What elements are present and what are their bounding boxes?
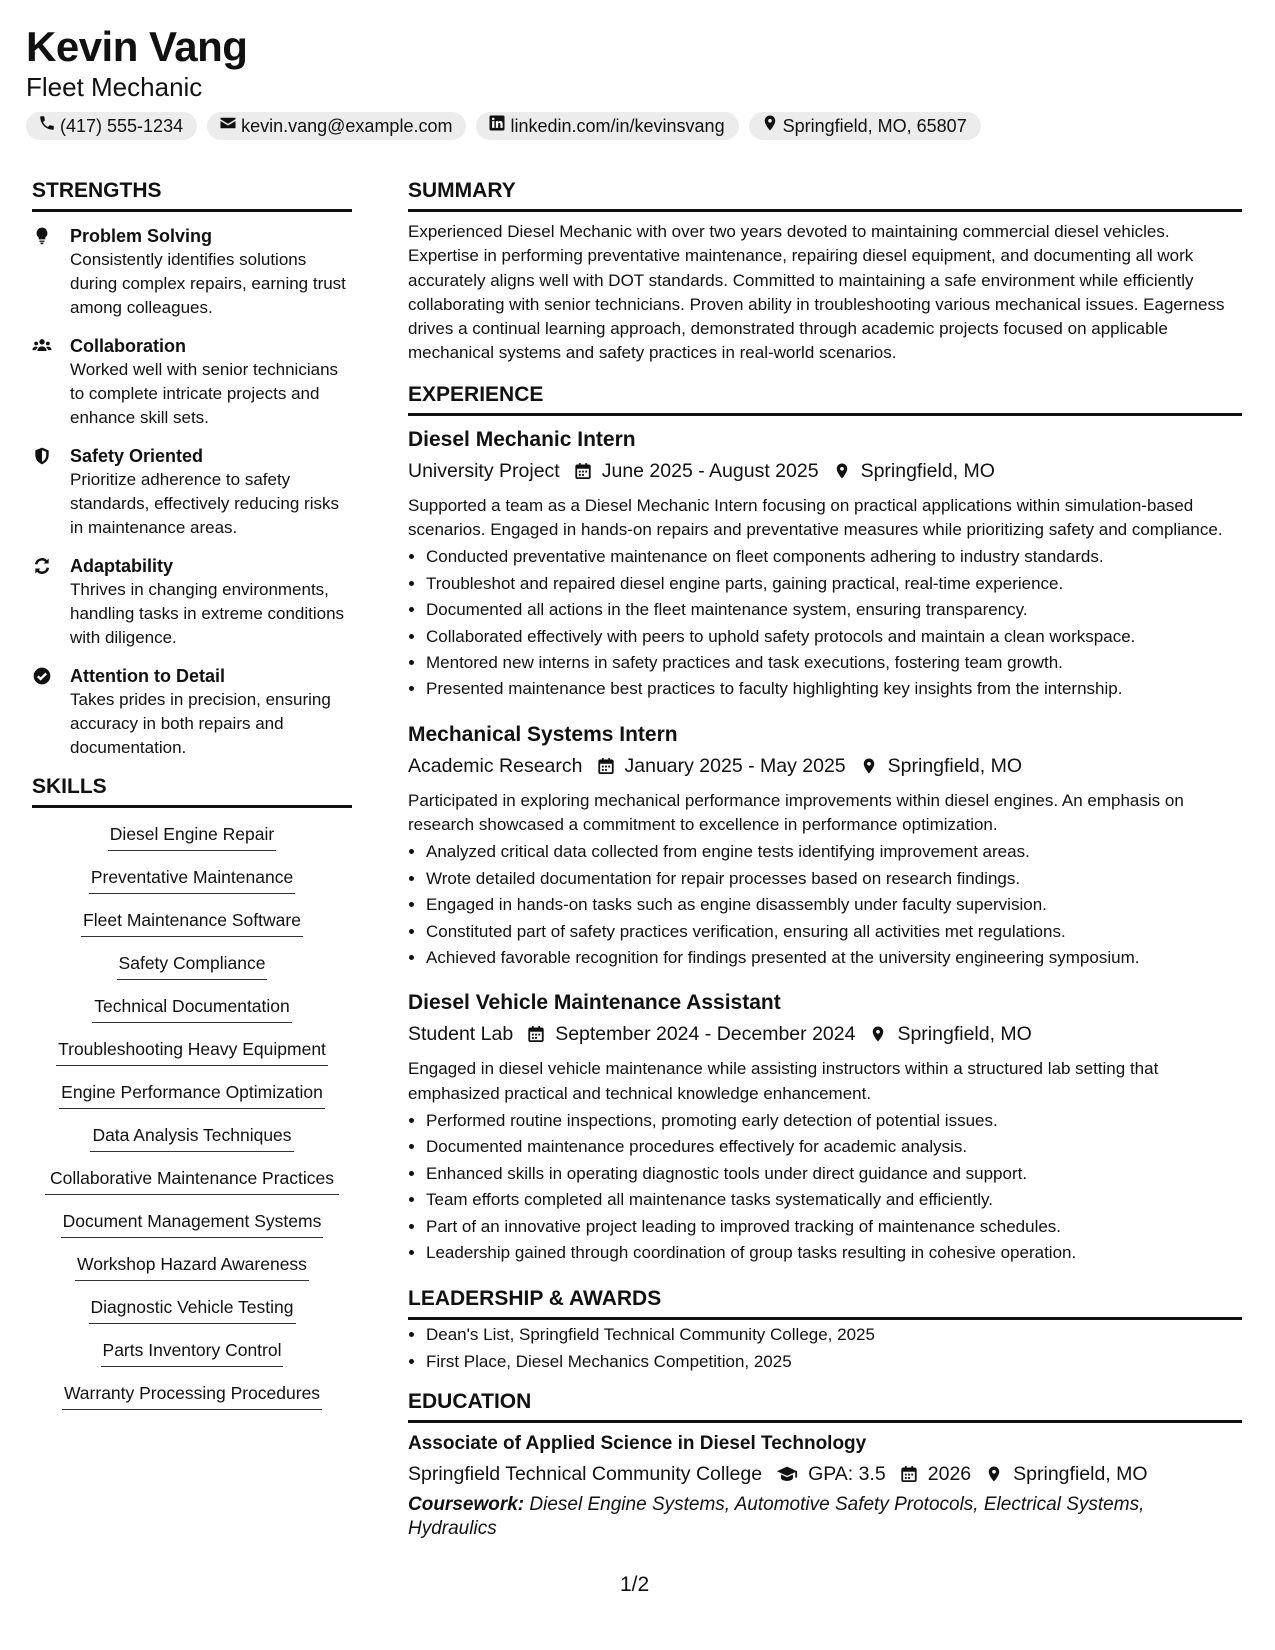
calendar-icon	[527, 1025, 545, 1043]
bullet-item: • Engaged in hands-on tasks such as engine disassembly under faculty supervision.	[426, 892, 1242, 918]
job-bullets	[408, 839, 1242, 971]
candidate-title: Fleet Mechanic	[26, 72, 203, 102]
skills-list	[32, 822, 352, 1424]
job-meta	[408, 1019, 1242, 1049]
skill-item: Warranty Processing Procedures	[62, 1381, 322, 1410]
calendar-icon	[900, 1465, 918, 1483]
location-chip	[749, 112, 981, 140]
phone-icon	[38, 112, 56, 140]
skill-item: Preventative Maintenance	[89, 865, 295, 894]
strength-title: Safety Oriented	[70, 446, 204, 466]
bullet-item: • Analyzed critical data collected from engine tests identifying improvement areas.	[426, 839, 1242, 865]
skill-item: Troubleshooting Heavy Equipment	[56, 1037, 328, 1066]
job-description: Engaged in diesel vehicle maintenance while assisting instructors within a structured lab setting that emphasized practical and technical knowledge enhancement.	[408, 1059, 1159, 1103]
graduation-year: 2026	[927, 1463, 972, 1486]
map-pin-icon	[833, 462, 851, 480]
bullet-item: • Conducted preventative maintenance on fleet components adhering to industry standards.	[426, 544, 1242, 570]
strength-desc: Thrives in changing environments, handling tasks in extreme conditions with diligence.	[70, 580, 345, 647]
email-text: kevin.vang@example.com	[241, 116, 453, 136]
linkedin-icon	[488, 112, 506, 140]
job-entry	[408, 721, 1242, 972]
summary-text: Experienced Diesel Mechanic with over two years devoted to maintaining commercial diesel vehicles. Expertise in performing preventative maintenance, repairing diesel equipment, and documenting all work accurately aligns well with DOT standards. Committed to maintaining a safe environment while efficiently collaborating with senior technicians. Proven ability in troubleshooting various mechanical issues. Eagerness drives a continual learning approach, demonstrated through academic projects focused on applicable mechanical systems and safety practices in real-world scenarios.	[408, 222, 1225, 363]
strength-item	[32, 554, 352, 650]
bullet-item: • Wrote detailed documentation for repair processes based on research findings.	[426, 866, 1242, 892]
job-meta	[408, 456, 1242, 486]
bullet-item: • Team efforts completed all maintenance tasks systematically and efficiently.	[426, 1187, 1242, 1213]
strength-item	[32, 334, 352, 430]
skill-item: Collaborative Maintenance Practices	[45, 1166, 339, 1195]
job-meta	[408, 751, 1242, 781]
job-location: Springfield, MO	[897, 1023, 1032, 1046]
strength-desc: Worked well with senior technicians to complete intricate projects and enhance skill sets.	[70, 360, 339, 427]
calendar-icon	[574, 462, 592, 480]
job-title: Diesel Vehicle Maintenance Assistant	[408, 991, 781, 1015]
job-org: Academic Research	[408, 754, 583, 777]
calendar-icon	[597, 757, 615, 775]
leadership-heading: LEADERSHIP & AWARDS	[408, 1286, 1242, 1320]
strength-title: Problem Solving	[70, 226, 213, 246]
job-location: Springfield, MO	[887, 754, 1023, 777]
job-bullets	[408, 1108, 1242, 1266]
strength-title: Adaptability	[70, 556, 174, 576]
job-title: Mechanical Systems Intern	[408, 722, 678, 746]
job-dates: September 2024 - December 2024	[555, 1023, 856, 1046]
bullet-item: • Documented maintenance procedures effectively for academic analysis.	[426, 1134, 1242, 1160]
job-dates: June 2025 - August 2025	[601, 459, 819, 482]
check-circle-icon	[32, 664, 56, 760]
coursework-label: Coursework:	[408, 1494, 525, 1516]
school-name: Springfield Technical Community College	[408, 1463, 763, 1486]
email-chip[interactable]	[207, 112, 466, 140]
award-item: • Dean's List, Springfield Technical Community College, 2025	[426, 1322, 1242, 1348]
strengths-list	[32, 224, 352, 760]
page-number: 1/2	[620, 1573, 650, 1596]
job-title: Diesel Mechanic Intern	[408, 427, 636, 451]
skills-heading: SKILLS	[32, 774, 352, 808]
resume-header	[26, 22, 981, 140]
job-description: Participated in exploring mechanical performance improvements within diesel engines. An emphasis on research showcased a commitment to excellence in performance optimization.	[408, 790, 1184, 835]
leadership-list	[408, 1322, 1242, 1375]
skill-item: Diesel Engine Repair	[108, 822, 276, 851]
left-column	[32, 178, 352, 1424]
graduation-cap-icon	[776, 1463, 798, 1485]
job-dates: January 2025 - May 2025	[624, 754, 846, 777]
job-bullets	[408, 544, 1242, 702]
map-pin-icon	[985, 1465, 1003, 1483]
linkedin-chip[interactable]	[476, 112, 738, 140]
bullet-item: • Performed routine inspections, promoting early detection of potential issues.	[426, 1108, 1242, 1134]
skill-item: Engine Performance Optimization	[59, 1080, 325, 1109]
skill-item: Document Management Systems	[61, 1209, 324, 1238]
bullet-item: • Part of an innovative project leading to improved tracking of maintenance schedules.	[426, 1214, 1242, 1240]
shield-icon	[32, 444, 56, 540]
linkedin-text: linkedin.com/in/kevinsvang	[510, 116, 725, 136]
sync-icon	[32, 554, 56, 650]
skill-item: Workshop Hazard Awareness	[75, 1252, 309, 1281]
strength-item	[32, 444, 352, 540]
education-meta	[408, 1459, 1242, 1489]
skill-item: Fleet Maintenance Software	[81, 908, 303, 937]
gpa-text: GPA: 3.5	[808, 1463, 886, 1486]
strength-title: Collaboration	[70, 336, 186, 356]
strength-item	[32, 664, 352, 760]
coursework	[408, 1493, 1208, 1541]
phone-chip[interactable]	[26, 112, 197, 140]
summary-heading: SUMMARY	[408, 178, 1242, 212]
job-description: Supported a team as a Diesel Mechanic Intern focusing on practical applications within simulation-based scenarios. Engaged in hands-on repairs and preventative measures while prioritizing safety and compliance.	[408, 495, 1223, 540]
map-pin-icon	[761, 112, 779, 140]
experience-heading: EXPERIENCE	[408, 382, 1242, 416]
job-entry	[408, 426, 1242, 703]
skill-item: Data Analysis Techniques	[90, 1123, 293, 1152]
map-pin-icon	[860, 757, 878, 775]
map-pin-icon	[869, 1025, 887, 1043]
bullet-item: • Documented all actions in the fleet maintenance system, ensuring transparency.	[426, 597, 1242, 623]
bullet-item: • Presented maintenance best practices to faculty highlighting key insights from the internship.	[426, 676, 1242, 702]
skill-item: Technical Documentation	[92, 994, 292, 1023]
contact-bar	[26, 112, 981, 140]
bullet-item: • Collaborated effectively with peers to uphold safety protocols and maintain a clean workspace.	[426, 624, 1242, 650]
lightbulb-icon	[32, 224, 56, 320]
skill-item: Diagnostic Vehicle Testing	[89, 1295, 296, 1324]
location-text: Springfield, MO, 65807	[782, 116, 967, 136]
education-heading: EDUCATION	[408, 1389, 1242, 1423]
bullet-item: • Enhanced skills in operating diagnostic tools under direct guidance and support.	[426, 1161, 1242, 1187]
users-icon	[32, 334, 56, 430]
job-entry	[408, 989, 1242, 1266]
phone-text: (417) 555-1234	[60, 116, 184, 136]
strength-title: Attention to Detail	[70, 666, 225, 686]
bullet-item: • Troubleshot and repaired diesel engine parts, gaining practical, real-time experience.	[426, 571, 1242, 597]
strength-item	[32, 224, 352, 320]
right-column	[408, 178, 1242, 1541]
bullet-item: • Achieved favorable recognition for findings presented at the university engineering symposium.	[426, 945, 1242, 971]
bullet-item: • Leadership gained through coordination of group tasks resulting in cohesive operation.	[426, 1240, 1242, 1266]
bullet-item: • Constituted part of safety practices verification, ensuring all activities met regulations.	[426, 919, 1242, 945]
award-item: • First Place, Diesel Mechanics Competition, 2025	[426, 1349, 1242, 1375]
envelope-icon	[219, 112, 237, 140]
strength-desc: Takes prides in precision, ensuring accuracy in both repairs and documentation.	[70, 690, 331, 757]
strengths-heading: STRENGTHS	[32, 178, 352, 212]
strength-desc: Consistently identifies solutions during complex repairs, earning trust among colleagues.	[70, 250, 346, 317]
job-location: Springfield, MO	[860, 459, 995, 482]
school-location: Springfield, MO	[1013, 1463, 1148, 1486]
coursework-list: Diesel Engine Systems, Automotive Safety Protocols, Electrical Systems, Hydraulics	[408, 1494, 1145, 1540]
job-org: University Project	[408, 459, 560, 482]
job-org: Student Lab	[408, 1023, 514, 1046]
strength-desc: Prioritize adherence to safety standards, effectively reducing risks in maintenance areas.	[70, 470, 339, 537]
candidate-name: Kevin Vang	[26, 23, 248, 70]
degree-title: Associate of Applied Science in Diesel Technology	[408, 1433, 867, 1455]
skill-item: Parts Inventory Control	[101, 1338, 284, 1367]
bullet-item: • Mentored new interns in safety practices and task executions, fostering team growth.	[426, 650, 1242, 676]
skill-item: Safety Compliance	[117, 951, 268, 980]
